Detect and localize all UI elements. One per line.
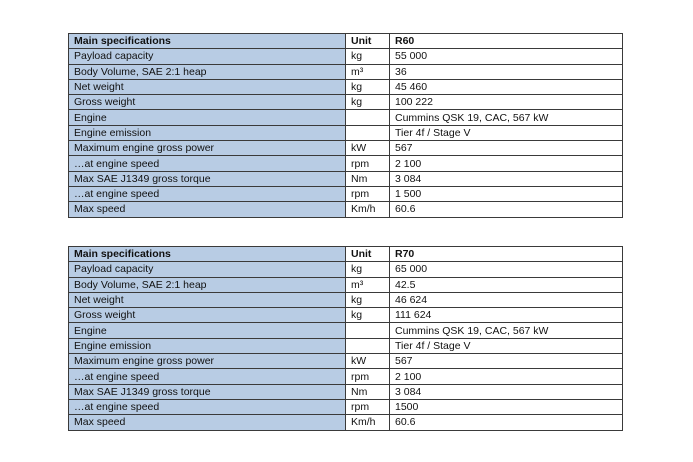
spec-label: …at engine speed xyxy=(69,186,346,201)
spec-value: 36 xyxy=(390,64,623,79)
spec-value: 65 000 xyxy=(390,262,623,277)
spec-label: Net weight xyxy=(69,79,346,94)
header-model-cell: R60 xyxy=(390,34,623,49)
table-row xyxy=(69,79,623,94)
spec-unit: Km/h xyxy=(346,202,390,217)
table-row xyxy=(69,338,623,353)
spec-label: …at engine speed xyxy=(69,156,346,171)
spec-value: 45 460 xyxy=(390,79,623,94)
spec-value: 55 000 xyxy=(390,49,623,64)
header-unit-cell: Unit xyxy=(346,247,390,262)
spec-value: 3 084 xyxy=(390,384,623,399)
spec-unit: rpm xyxy=(346,156,390,171)
spec-unit: Km/h xyxy=(346,415,390,430)
spec-value: 60.6 xyxy=(390,415,623,430)
header-model-cell: R70 xyxy=(390,247,623,262)
spec-label: …at engine speed xyxy=(69,369,346,384)
spec-unit: Nm xyxy=(346,384,390,399)
spec-unit: rpm xyxy=(346,186,390,201)
spec-value: 42.5 xyxy=(390,277,623,292)
header-unit-cell: Unit xyxy=(346,34,390,49)
table-row xyxy=(69,110,623,125)
spec-unit: rpm xyxy=(346,399,390,414)
spec-value: Cummins QSK 19, CAC, 567 kW xyxy=(390,323,623,338)
table-row xyxy=(69,399,623,414)
spec-label: Max speed xyxy=(69,202,346,217)
spec-unit xyxy=(346,338,390,353)
spec-value: 46 624 xyxy=(390,292,623,307)
header-label-cell: Main specifications xyxy=(69,34,346,49)
spec-value: 3 084 xyxy=(390,171,623,186)
spec-unit: Nm xyxy=(346,171,390,186)
spec-unit: kg xyxy=(346,49,390,64)
spec-label: Payload capacity xyxy=(69,262,346,277)
spec-unit: kW xyxy=(346,141,390,156)
spec-value: 567 xyxy=(390,141,623,156)
spec-value: 2 100 xyxy=(390,156,623,171)
table-row xyxy=(69,415,623,430)
table-row xyxy=(69,323,623,338)
table-row xyxy=(69,262,623,277)
spec-label: Net weight xyxy=(69,292,346,307)
table-row xyxy=(69,171,623,186)
spec-value: Cummins QSK 19, CAC, 567 kW xyxy=(390,110,623,125)
spec-label: Max SAE J1349 gross torque xyxy=(69,171,346,186)
spec-label: Gross weight xyxy=(69,95,346,110)
spec-label: Body Volume, SAE 2:1 heap xyxy=(69,64,346,79)
header-label-cell: Main specifications xyxy=(69,247,346,262)
spec-label: Max speed xyxy=(69,415,346,430)
table-row xyxy=(69,202,623,217)
spec-label: Gross weight xyxy=(69,308,346,323)
spec-label: Engine xyxy=(69,110,346,125)
table-row xyxy=(69,354,623,369)
table-row xyxy=(69,384,623,399)
spec-label: Payload capacity xyxy=(69,49,346,64)
spec-label: Engine emission xyxy=(69,338,346,353)
spec-value: 60.6 xyxy=(390,202,623,217)
spec-unit: kg xyxy=(346,79,390,94)
table-row xyxy=(69,141,623,156)
table-row xyxy=(69,95,623,110)
table-header-row xyxy=(69,34,623,49)
spec-table-r70 xyxy=(68,246,623,431)
table-row xyxy=(69,292,623,307)
spec-value: 1 500 xyxy=(390,186,623,201)
spec-unit: kW xyxy=(346,354,390,369)
spec-unit: kg xyxy=(346,308,390,323)
spec-unit: kg xyxy=(346,95,390,110)
table-row xyxy=(69,156,623,171)
table-row xyxy=(69,369,623,384)
spec-value: 111 624 xyxy=(390,308,623,323)
spec-unit xyxy=(346,323,390,338)
spec-unit xyxy=(346,110,390,125)
table-row xyxy=(69,186,623,201)
table-row xyxy=(69,277,623,292)
spec-unit: kg xyxy=(346,262,390,277)
spec-value: 100 222 xyxy=(390,95,623,110)
spec-value: Tier 4f / Stage V xyxy=(390,125,623,140)
spec-label: Engine emission xyxy=(69,125,346,140)
spec-value: 567 xyxy=(390,354,623,369)
spec-value: 2 100 xyxy=(390,369,623,384)
spec-value: Tier 4f / Stage V xyxy=(390,338,623,353)
table-header-row xyxy=(69,247,623,262)
table-row xyxy=(69,49,623,64)
spec-label: Maximum engine gross power xyxy=(69,354,346,369)
spec-label: Max SAE J1349 gross torque xyxy=(69,384,346,399)
spec-unit: m³ xyxy=(346,277,390,292)
spec-label: Maximum engine gross power xyxy=(69,141,346,156)
table-row xyxy=(69,308,623,323)
spec-unit: kg xyxy=(346,292,390,307)
spec-unit: m³ xyxy=(346,64,390,79)
spec-unit: rpm xyxy=(346,369,390,384)
spec-label: …at engine speed xyxy=(69,399,346,414)
table-row xyxy=(69,64,623,79)
spec-table-r60 xyxy=(68,33,623,218)
spec-value: 1500 xyxy=(390,399,623,414)
spec-unit xyxy=(346,125,390,140)
spec-label: Engine xyxy=(69,323,346,338)
table-row xyxy=(69,125,623,140)
spec-label: Body Volume, SAE 2:1 heap xyxy=(69,277,346,292)
